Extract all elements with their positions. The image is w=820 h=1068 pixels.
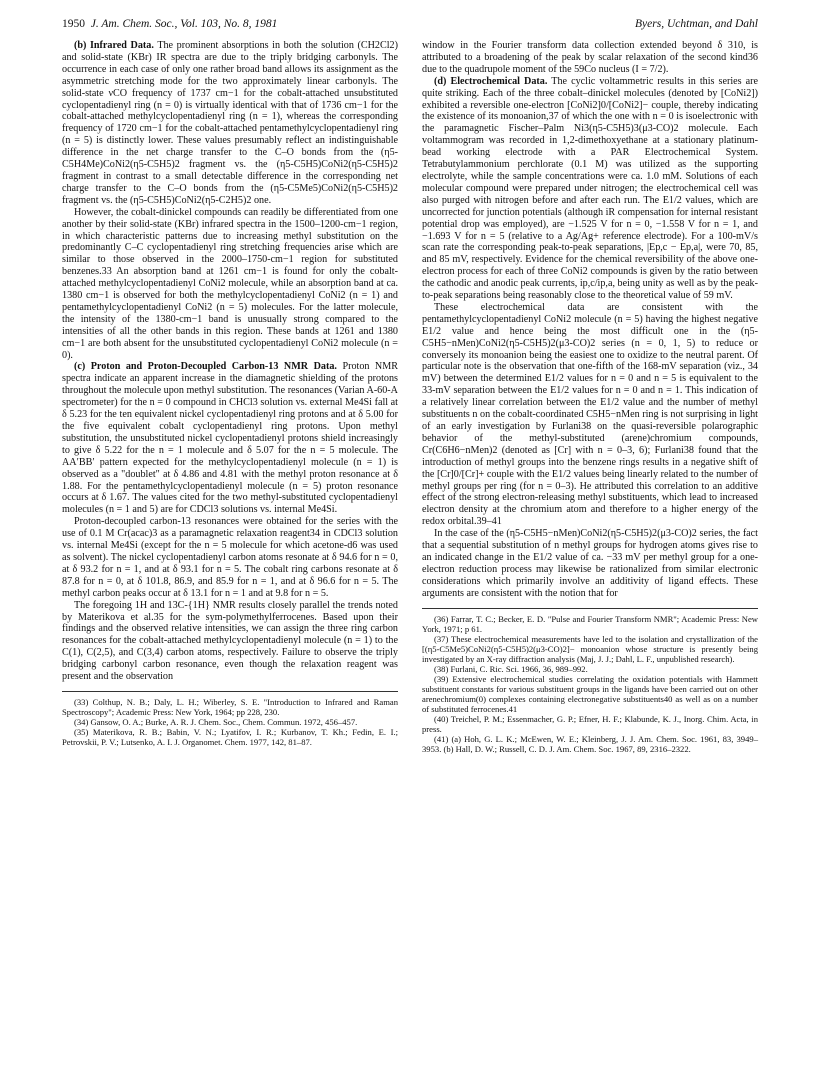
right-column (422, 40, 758, 754)
paragraph (62, 361, 398, 516)
section-heading-electrochemical: (d) Electrochemical Data. (434, 75, 548, 87)
footnote-38: (38) Furlani, C. Ric. Sci. 1966, 36, 989–992. (434, 663, 588, 674)
paragraph-text: The prominent absorptions in both the solution (CH2Cl2) and solid-state (KBr) IR spectra are due to the triply bridging carbonyls. The occurrence in each case of only one rather broad band allows its assignment as the asymmetric stretching mode for the two approximately linear carbonyls. The solid-state νCO frequency of 1737 cm−1 for the cobalt-attached unsubstituted cyclopentadienyl ring (n = 0) is virtually identical with that of 1736 cm−1 for the cobalt-attached methylcyclopentadienyl ring (n = 1), whereas the corresponding frequency of 1720 cm−1 for the cobalt-attached pentamethylcyclopentadienyl ring (n = 5) is distinctly lower. These values presumably reflect an indistinguishable difference in the net charge transfer to the C–O bonds from the (η5-C5H4Me)CoNi2(η5-C5H5)2 fragment vs. the (η5-C5H5)CoNi2(η5-C5H5)2 fragment in contrast to a small detectable difference in the corresponding net charge transfer to the C–O bonds from the (η5-C5Me5)CoNi2(η5-C5H5)2 fragment vs. the (η5-C5H5)CoNi2(η5-C2H5)2 one. (62, 40, 398, 206)
left-column (62, 40, 398, 747)
footnote-33: (33) Colthup, N. B.; Daly, L. H.; Wiberley, S. E. "Introduction to Infrared and Raman Spectroscopy"; Academic Press: New York, 1964; pp 228, 230. (62, 696, 398, 717)
footnote-36: (36) Farrar, T. C.; Becker, E. D. "Pulse and Fourier Transform NMR"; Academic Press: New York, 1971; p 61. (422, 613, 758, 634)
page-number: 1950 (62, 18, 85, 30)
paragraph (422, 76, 758, 302)
paragraph: These electrochemical data are consistent with the pentamethylcyclopentadienyl CoNi2 molecule (n = 5) having the highest negative E1/2 value and hence being the most difficult one in the (η5-C5H5−nMen)CoNi2(η5-C5H5)2(μ3-CO)2 series (n = 0, 1, 5) to reduce or conversely its monoanion being the easiest one to oxidize to the neutral parent. Of particular note is the observation that one-fifth of the 168-mV separation (viz., 34 mV) between the determined E1/2 values for n = 0 and n = 5 is equivalent to the 33-mV separation between the E1/2 values for n = 0 and n = 1. This indication of a relatively linear correlation between the E1/2 value and the number of methyl substituents n on the cobalt-coordinated C5H5−nMen ring is not surprising in light of an early investigation by Furlani38 on the quasi-reversible polarographic behavior of the methyl-substituted (arene)chromium compounds, Cr(C6H6−nMen)2 (denoted as [Cr] with n = 0–3, 6); Furlani38 found that the introduction of methyl groups into the benzene rings results in a negative shift of the [Cr]0/[Cr]+ couple with the E1/2 values being linearly related to the number of methyl groups per ring (for n = 0–3). He attributed this correlation to an additive effect of the strong electron-releasing methyl substituents, which lead to increased electron density at the chromium atom and therefore to a higher energy of the redox orbital.39–41 (422, 301, 758, 528)
footnote-divider (62, 691, 398, 692)
footnote-37: (37) These electrochemical measurements have led to the isolation and crystallization of the [(η5-C5Me5)CoNi2(η5-C5H5)2(μ3-CO)2]− monoanion whose structure is presently being investigated by an X-ray diffraction analysis (Maj, J. J.; Dahl, L. F., unpublished research). (422, 633, 758, 664)
footnote-34: (34) Gansow, O. A.; Burke, A. R. J. Chem. Soc., Chem. Commun. 1972, 456–457. (74, 716, 358, 727)
header-left (62, 18, 277, 30)
journal-citation: J. Am. Chem. Soc., Vol. 103, No. 8, 1981 (90, 18, 278, 30)
paragraph: In the case of the (η5-C5H5−nMen)CoNi2(η5-C5H5)2(μ3-CO)2 series, the fact that a sequential substitution of n methyl groups for hydrogen atoms gives rise to an indicated change in the E1/2 value of ca. −33 mV per methyl group for a one-electron reduction process may likewise be rationalized from similar electronic considerations which primarily involve an additivity of ligand effects. These arguments are consistent with the notion that for (422, 528, 758, 599)
footnote-divider (422, 608, 758, 609)
paragraph: However, the cobalt-dinickel compounds can readily be differentiated from one another by their solid-state (KBr) infrared spectra in the 1500–1200-cm−1 region, in which characteristic patterns due to increasing methyl substitution on the predominantly C–C cyclopentadienyl ring stretching frequencies arise which are similar to those observed in the 2000–1750-cm−1 region for substituted benzenes.33 An absorption band at 1261 cm−1 is found for only the cobalt-attached methylcyclopentadienyl CoNi2 molecule, while an absorption band at ca. 1380 cm−1 is observed for both the methylcyclopentadienyl CoNi2 (n = 1) and pentamethylcyclopentadienyl CoNi2 (n = 5) molecules. For the latter molecule, the intensity of the 1380-cm−1 band is unusually strong compared to the intensities of all the other bands in this region. These bands at 1261 and 1380 cm−1 are both absent for the unsubstituted cyclopentadienyl CoNi2 molecule (n = 0). (62, 206, 398, 361)
paragraph-text: Proton NMR spectra indicate an apparent increase in the diamagnetic shielding of the protons throughout the molecule upon methyl substitution. The resonances (Varian A-60-A spectrometer) for the n = 0 compound in CHCl3 solution vs. external Me4Si fall at δ 5.23 for the ten equivalent nickel cyclopentadienyl ring protons and at δ 5.00 for the five equivalent cobalt cyclopentadienyl ring protons. Upon methyl substitution, the unsubstituted nickel cyclopentadienyl protons shield increasingly to give δ 5.22 for the n = 1 molecule and δ 5.07 for the n = 5 molecule. The AA′BB′ pattern expected for the methylcyclopentadienyl molecule (n = 1) is observed as a "doublet" at δ 4.86 and 4.81 with the methyl proton resonance at δ 1.88. For the pentamethylcyclopentadienyl molecule (n = 5) proton resonance occurs at δ 1.67. The values cited for the two methyl-substituted cyclopentadienyl molecules (n = 1 and 5) are for CDCl3 solutions vs. internal Me4Si. (62, 361, 399, 516)
section-heading-infrared: (b) Infrared Data. (74, 40, 154, 51)
paragraph: The foregoing 1H and 13C-{1H} NMR results closely parallel the trends noted by Materikova et al.35 for the sym-polymethylferrocenes. Based upon their findings and the observed relative intensities, we can assign the three ring carbon resonances for the cobalt-attached methylcyclopentadienyl molecule (n = 1) to the C(1), C(2,5), and C(3,4) carbon atoms, respectively. Failure to observe the triply bridging carbonyl carbon resonance, even though the relaxation reagent was present and the observation (62, 599, 398, 683)
footnote-35: (35) Materikova, R. B.; Babin, V. N.; Lyatifov, I. R.; Kurbanov, T. Kh.; Fedin, E. I.; Petrovskii, P. V.; Lutsenko, A. I. J. Organomet. Chem. 1977, 142, 81–87. (62, 726, 398, 747)
footnote-40: (40) Treichel, P. M.; Essenmacher, G. P.; Efner, H. F.; Klabunde, K. J., Inorg. Chim. Acta, in press. (422, 713, 758, 734)
header-authors: Byers, Uchtman, and Dahl (635, 18, 758, 30)
paragraph (62, 40, 398, 207)
paragraph-text: The cyclic voltammetric results in this series are quite striking. Each of the three cobalt–dinickel molecules (denoted by [CoNi2]) exhibited a reversible one-electron [CoNi2]0/[CoNi2]− couple, thereby indicating the existence of its monoanion,37 of which the one with n = 0 is isoelectronic with the paramagnetic Fischer–Palm Ni3(η5-C5H5)3(μ3-CO)2 molecule. Each voltammogram was recorded in 1,2-dimethoxyethane at a stationary platinum-bead working electrode with a PAR Electrochemical System. Tetrabutylammonium perchlorate (0.1 M) was utilized as the supporting electrolyte, while the sample concentrations were ca. 1.0 mM. Solutions of each molecular compound were prepared under nitrogen; the electrochemical cell was also purged with nitrogen before and after each run. The E1/2 values, which are uncorrected for junction potentials (although iR compensation for internal resistant potential drop was employed), are −1.525 V for n = 0, −1.558 V for n = 1, and −1.693 V for n = 5 (relative to a Ag/Ag+ reference electrode). For a 100-mV/s scan rate the corresponding peak-to-peak separations, |Ep,c − Ep,a|, were 70, 85, and 85 mV, respectively. Evidence for the chemical reversibility of the above one-electron process for each of three CoNi2 compounds is given by the ratio between the cathodic and anodic peak currents, ip,c/ip,a, being unity as well as by the peak-to-peak separations being reasonably close to the theoretical value of 59 mV. (422, 75, 758, 302)
footnote-39: (39) Extensive electrochemical studies correlating the oxidation potentials with Hammett substituent constants for various substituent groups in the ligands have been carried out on other arenechromium(0) complexes containing electronegative substituents40 as well as on a number of substituted ferrocenes.41 (422, 673, 758, 714)
paragraph: Proton-decoupled carbon-13 resonances were obtained for the series with the use of 0.1 M Cr(acac)3 as a paramagnetic relaxation reagent34 in CDCl3 solution vs. internal Me4Si (except for the n = 5 molecule for which acetone-d6 was used as solvent). The nickel cyclopentadienyl carbon atoms resonate at δ 94.6 for n = 0, at δ 93.2 for n = 1, and at δ 93.1 for n = 5. The cobalt ring carbons resonate at δ 87.8 for n = 0, at δ 101.8, 86.9, and 85.9 for n = 1, and at δ 96.6 for n = 5. The methyl carbon peaks occur at δ 13.1 for n = 1 and at 9.8 for n = 5. (62, 516, 398, 599)
page-header (62, 18, 758, 34)
paragraph: window in the Fourier transform data collection extended beyond δ 310, is attributed to a broadening of the peak by scalar relaxation of the second kind36 due to the quadrupole moment of the 59Co nucleus (I = 7/2). (422, 40, 758, 75)
section-heading-nmr: (c) Proton and Proton-Decoupled Carbon-13 NMR Data. (74, 361, 337, 373)
footnote-41: (41) (a) Hoh, G. L. K.; McEwen, W. E.; Kleinberg, J. J. Am. Chem. Soc. 1961, 83, 3949–3953. (b) Hall, D. W.; Russell, C. D. J. Am. Chem. Soc. 1967, 89, 2316–2322. (422, 733, 758, 754)
